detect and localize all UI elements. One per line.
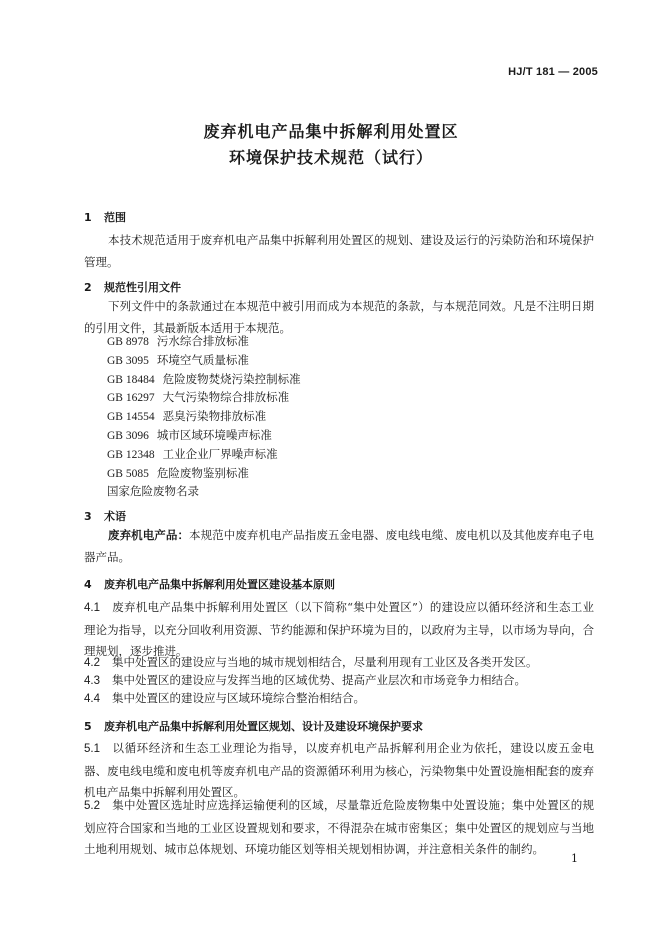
section-title: 术语 — [104, 510, 126, 523]
section-number: 2 — [84, 281, 92, 294]
section-number: 5 — [84, 720, 92, 733]
reference-name: 城市区域环境噪声标准 — [156, 427, 272, 442]
reference-code: GB 14554 — [107, 411, 155, 424]
section-1-paragraph: 本技术规范适用于废弃机电产品集中拆解利用处置区的规划、建设及运行的污染防治和环境保护管理。 — [84, 233, 594, 269]
section-5-heading — [84, 718, 423, 734]
reference-item — [107, 426, 301, 445]
section-title: 废弃机电产品集中拆解利用处置区建设基本原则 — [104, 578, 335, 591]
clause-number: 4.2 — [84, 657, 100, 669]
clause-number: 4.1 — [84, 602, 100, 614]
term-definition: 本规范中废弃机电产品指废五金电器、废电线电缆、废电机以及其他废弃电子电器产品。 — [84, 528, 594, 564]
reference-code: GB 12348 — [107, 448, 155, 461]
reference-name: 恶臭污染物排放标准 — [162, 409, 267, 424]
reference-name: 污水综合排放标准 — [156, 334, 249, 348]
clause-text: 以循环经济和生态工业理论为指导，以废弃机电产品拆解利用企业为依托，建设以废五金电器、废电线电缆和废电机等废弃机电产品的资源循环利用为核心，污染物集中处置设施相配套的废弃机电产品集中拆解利用处置区。 — [84, 741, 594, 799]
section-2-heading — [84, 279, 181, 295]
clause-5-1 — [84, 738, 594, 804]
section-title: 范围 — [104, 211, 126, 224]
reference-name: 工业企业厂界噪声标准 — [162, 446, 278, 461]
reference-item — [107, 370, 301, 389]
standard-code: HJ/T 181 — 2005 — [508, 66, 598, 78]
reference-code: GB 3095 — [107, 354, 149, 367]
clause-number: 5.2 — [84, 800, 100, 812]
reference-item — [107, 445, 301, 464]
section-3-paragraph — [84, 525, 594, 568]
reference-item — [107, 332, 301, 351]
section-number: 4 — [84, 578, 92, 591]
reference-code: GB 3096 — [107, 429, 149, 442]
page-number: 1 — [571, 852, 578, 865]
section-3-heading — [84, 508, 126, 524]
clause-4-4 — [84, 688, 594, 711]
section-2-paragraph: 下列文件中的条款通过在本规范中被引用而成为本规范的条款，与本规范同效。凡是不注明日期的引用文件，其最新版本适用于本规范。 — [84, 299, 594, 335]
reference-name: 危险废物鉴别标准 — [156, 465, 249, 480]
reference-name: 环境空气质量标准 — [156, 352, 249, 367]
term-label: 废弃机电产品： — [108, 528, 190, 542]
reference-list — [107, 332, 301, 501]
clause-text: 集中处置区的建设应与发挥当地的区域优势、提高产业层次和市场竞争力相结合。 — [112, 673, 526, 687]
reference-item — [107, 464, 301, 483]
section-number: 1 — [84, 211, 92, 224]
reference-item — [107, 388, 301, 407]
clause-text: 集中处置区的建设应与当地的城市规划相结合，尽量利用现有工业区及各类开发区。 — [112, 655, 538, 669]
reference-item — [107, 482, 301, 501]
section-4-heading — [84, 576, 335, 592]
clause-text: 废弃机电产品集中拆解利用处置区（以下简称“集中处置区”）的建设应以循环经济和生态工业理论为指导，以充分回收利用资源、节约能源和保护环境为目的，以政府为主导，以市场为导向，合理规划，逐步推进。 — [84, 600, 594, 658]
section-number: 3 — [84, 510, 92, 523]
reference-code: GB 16297 — [107, 392, 155, 405]
clause-number: 4.4 — [84, 693, 100, 705]
reference-code: GB 5085 — [107, 467, 149, 480]
clause-number: 4.3 — [84, 675, 100, 687]
clause-text: 集中处置区选址时应选择运输便利的区域，尽量靠近危险废物集中处置设施；集中处置区的规划应符合国家和当地的工业区设置规划和要求，不得混杂在城市密集区；集中处置区的规划应与当地土地利用规划、城市总体规划、环境功能区划等相关规划相协调，并注意相关条件的制约。 — [84, 798, 594, 856]
clause-text: 集中处置区的建设应与区域环境综合整治相结合。 — [112, 691, 365, 705]
clause-number: 5.1 — [84, 743, 100, 755]
clause-5-2 — [84, 795, 594, 861]
reference-item — [107, 407, 301, 426]
document-title-line1: 废弃机电产品集中拆解利用处置区 — [203, 122, 459, 141]
reference-name: 大气污染物综合排放标准 — [162, 390, 290, 405]
section-title: 废弃机电产品集中拆解利用处置区规划、设计及建设环境保护要求 — [104, 720, 423, 733]
reference-item — [107, 351, 301, 370]
section-1-heading — [84, 209, 126, 225]
reference-name: 国家危险废物名录 — [107, 484, 199, 499]
reference-name: 危险废物焚烧污染控制标准 — [162, 371, 301, 386]
document-title-line2: 环境保护技术规范（试行） — [228, 148, 433, 167]
reference-code: GB 18484 — [107, 373, 155, 386]
reference-code: GB 8978 — [107, 336, 149, 348]
section-title: 规范性引用文件 — [104, 281, 181, 294]
